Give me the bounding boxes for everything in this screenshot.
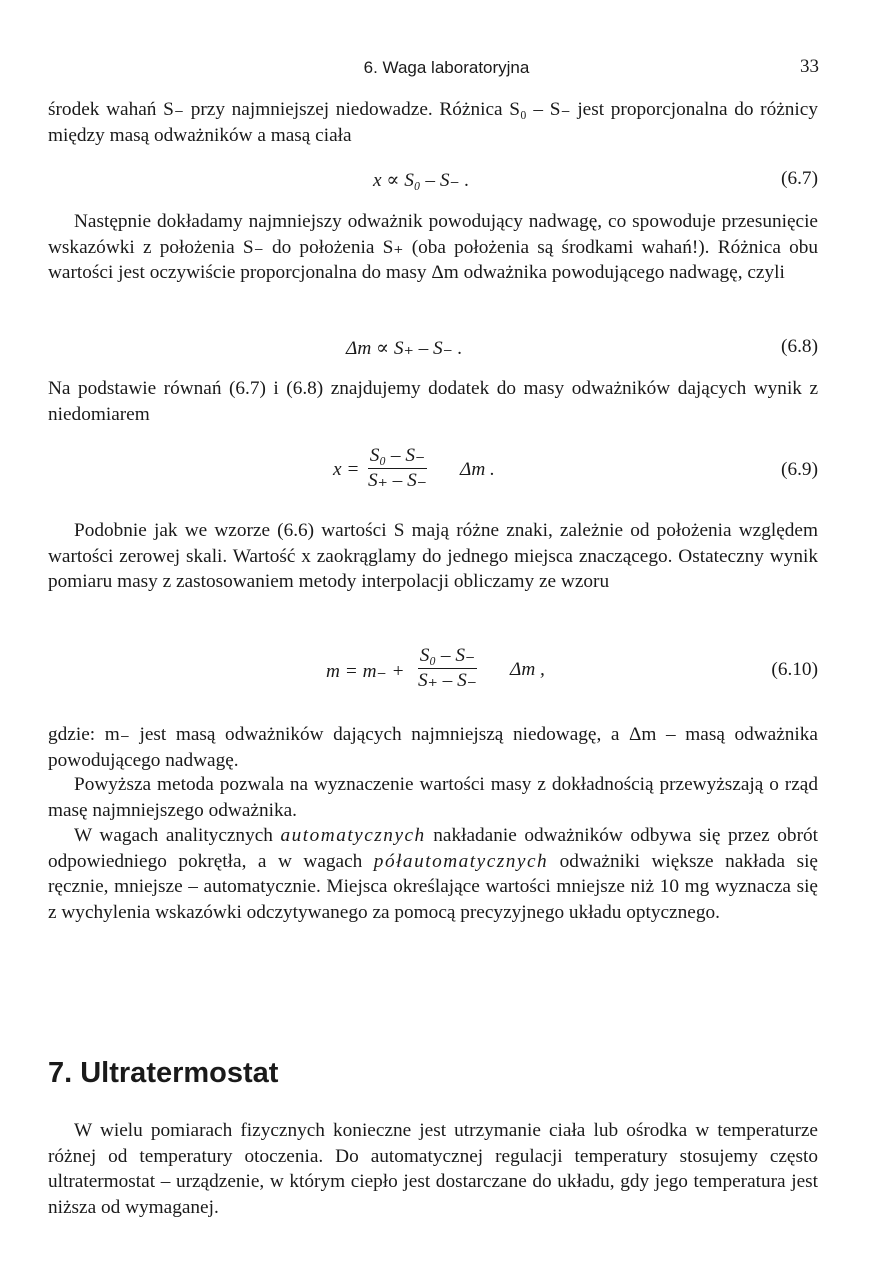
equation-6-7-expression: x ∝ S₀ – S₋ . — [373, 170, 470, 191]
equation-6-7-number: (6.7) — [781, 168, 818, 189]
section-heading: 7. Ultratermostat — [48, 1057, 279, 1089]
equation-6-10-rhs: Δm , — [510, 659, 545, 680]
paragraph-5: gdzie: m₋ jest masą odważników dających najmniejszą niedowagę, a Δm – masą odważnika powodującego nadwagę. — [48, 724, 818, 771]
running-header: 6. Waga laboratoryjna — [363, 58, 530, 77]
equation-6-8 — [48, 336, 818, 366]
equation-6-10-denominator: S₊ – S₋ — [418, 670, 477, 691]
term-automatycznych: automatycznych — [280, 825, 426, 846]
equation-6-10-number: (6.10) — [771, 659, 818, 680]
page-number: 33 — [800, 56, 819, 77]
paragraph-7-text-3: odważniki większe nakłada się ręcznie, mniejsze – automatycznie. Miejsca określające wartości mniejsze niż 10 mg wyznacza się z wychylenia wskazówki odczytywanego za pomocą precyzyjnego układu optycznego. — [48, 850, 818, 923]
paragraph-6: Powyższa metoda pozwala na wyznaczenie wartości masy z dokładnością przewyższają o rząd masę najmniejszego odważnika. — [48, 774, 818, 821]
paragraph-2: Następnie dokładamy najmniejszy odważnik powodujący nadwagę, co spowoduje przesunięcie wskazówki z położenia S₋ do położenia S₊ (oba położenia są środkami wahań!). Różnica obu wartości jest oczywiście proporcjonalna do masy Δm odważnika powodującego nadwagę, czyli — [48, 211, 818, 283]
equation-6-8-expression: Δm ∝ S₊ – S₋ . — [346, 338, 463, 359]
equation-6-9 — [48, 444, 818, 504]
equation-6-9-denominator: S₊ – S₋ — [368, 470, 427, 491]
paragraph-4: Podobnie jak we wzorze (6.6) wartości S mają różne znaki, zależnie od położenia względem wartości zerowej skali. Wartość x zaokrąglamy do jednego miejsca znaczącego. Ostateczny wynik pomiaru masy z zastosowaniem metody interpolacji obliczamy ze wzoru — [48, 520, 818, 592]
equation-6-9-rhs: Δm . — [460, 459, 495, 480]
equation-6-9-lhs: x = — [333, 459, 360, 480]
equation-6-10-numerator: S₀ – S₋ — [418, 644, 477, 669]
equation-6-8-number: (6.8) — [781, 336, 818, 357]
equation-6-9-fraction — [366, 444, 429, 493]
paragraph-8: W wielu pomiarach fizycznych konieczne jest utrzymanie ciała lub ośrodka w temperaturze różnej od temperatury otoczenia. Do automatycznej regulacji temperatury stosujemy często ultratermostat – urządzenie, w którym ciepło jest dostarczane do układu, gdy jego temperatura jest niższa od wymaganej. — [48, 1120, 818, 1218]
term-polautomatycznych: półautomatycznych — [373, 850, 549, 872]
paragraph-7 — [48, 823, 818, 925]
paragraph-1: środek wahań S₋ przy najmniejszej niedowadze. Różnica S₀ – S₋ jest proporcjonalna do różnicy między masą odważników a masą ciała — [48, 99, 818, 146]
equation-6-10-lhs: m = m₋ + — [326, 661, 405, 682]
equation-6-7 — [48, 168, 818, 198]
paragraph-7-text-2: nakładanie odważników odbywa się przez obrót odpowiedniego pokrętła, a w wagach — [48, 825, 818, 872]
equation-6-9-numerator: S₀ – S₋ — [368, 444, 427, 469]
equation-6-10 — [48, 644, 818, 704]
paragraph-7-text-1: W wagach analitycznych — [74, 825, 281, 846]
equation-6-10-fraction — [416, 644, 479, 693]
equation-6-9-number: (6.9) — [781, 459, 818, 480]
paragraph-3: Na podstawie równań (6.7) i (6.8) znajdujemy dodatek do masy odważników dających wynik z niedomiarem — [48, 378, 818, 425]
